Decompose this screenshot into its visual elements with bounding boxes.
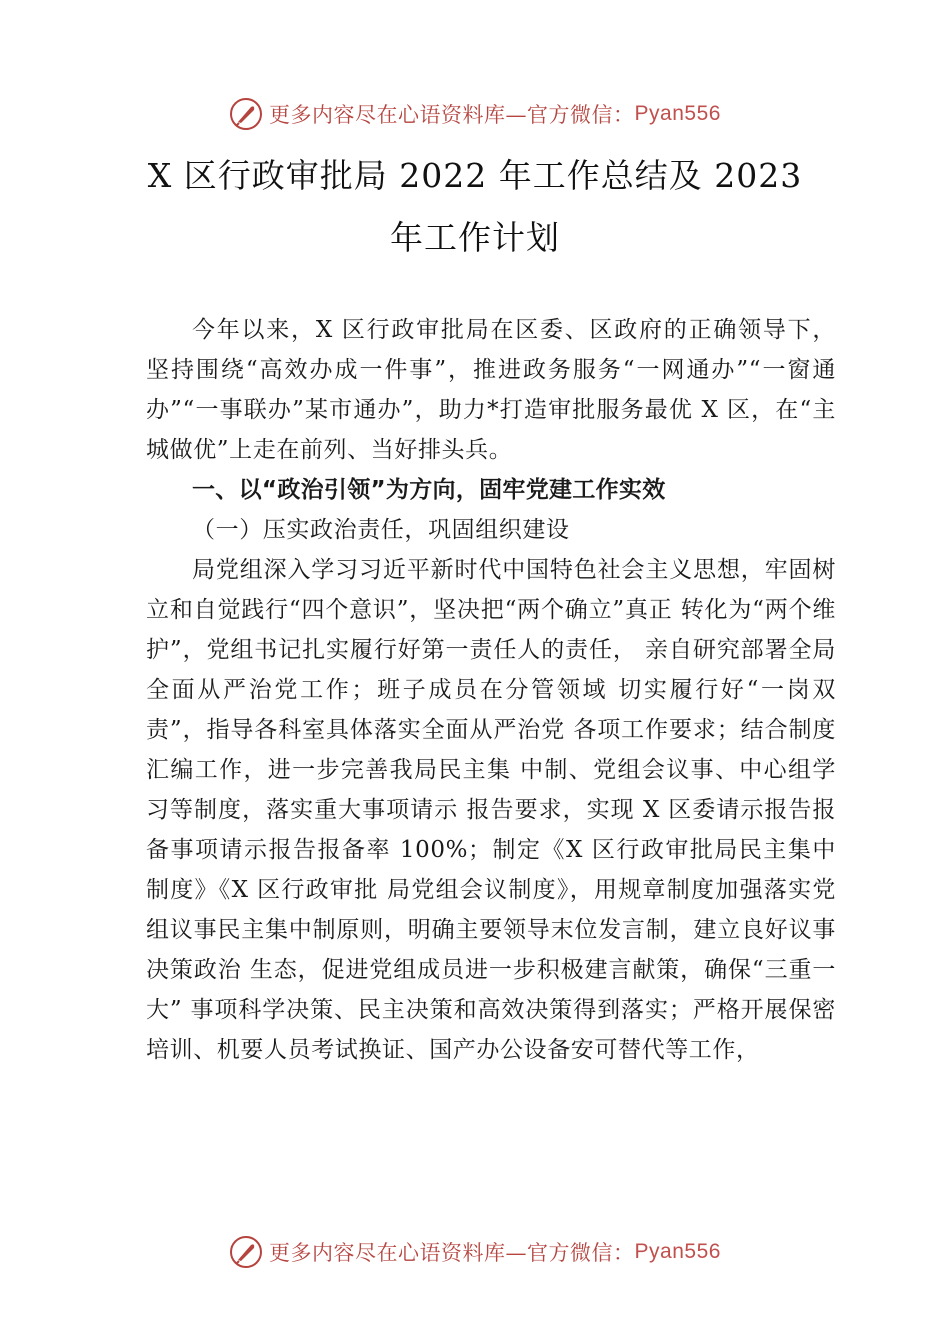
section-1-heading: 一、以“政治引领”为方向，固牢党建工作实效 [192, 477, 666, 503]
banner-text: 更多内容尽在心语资料库—官方微信： [269, 103, 635, 127]
feather-pen-logo-icon [229, 1235, 263, 1269]
document-body [146, 310, 836, 1070]
section-1-sub-1-paragraph: 局党组深入学习习近平新时代中国特色社会主义思想，牢固树立和自觉践行“四个意识”，坚决把“两个确立”真正 转化为“两个维护”，党组书记扎实履行好第一责任人的责任， 亲自研究部署全局全面从严治党工作；班子成员在分管领域 切实履行好“一岗双责”，指导各科室具体落实全面从严治党 各项工作要求；结合制度汇编工作，进一步完善我局民主集 中制、党组会议事、中心组学习等制度，落实重大事项请示 报告要求，实现 X 区委请示报告报备事项请示报告报备率 100%；制定《X 区行政审批局民主集中制度》《X 区行政审批 局党组会议制度》，用规章制度加强落实党组议事民主集中制原则，明确主要领导末位发言制，建立良好议事决策政治 生态，促进党组成员进一步积极建言献策，确保“三重一大” 事项科学决策、民主决策和高效决策得到落实；严格开展保密培训、机要人员考试换证、国产办公设备安可替代等工作， [146, 557, 836, 1063]
feather-pen-logo-icon [229, 97, 263, 131]
document-title-line-2: 年工作计划 [390, 218, 560, 257]
banner-text: 更多内容尽在心语资料库—官方微信： [269, 1241, 635, 1265]
watermark-banner-bottom [0, 1232, 950, 1272]
document-title-line-1: X 区行政审批局 2022 年工作总结及 2023 [147, 156, 803, 195]
watermark-banner-top [0, 94, 950, 134]
section-1-subheading-1: （一）压实政治责任，巩固组织建设 [192, 517, 570, 543]
banner-wechat-id: Pyan556 [634, 102, 721, 125]
intro-paragraph: 今年以来，X 区行政审批局在区委、区政府的正确领导下， 坚持围绕“高效办成一件事”，推进政务服务“一网通办”“一窗通办”“一事联办”某市通办”，助力*打造审批服务最优 X 区，在“主城做优”上走在前列、当好排头兵。 [146, 317, 836, 463]
banner-wechat-id: Pyan556 [634, 1240, 721, 1263]
